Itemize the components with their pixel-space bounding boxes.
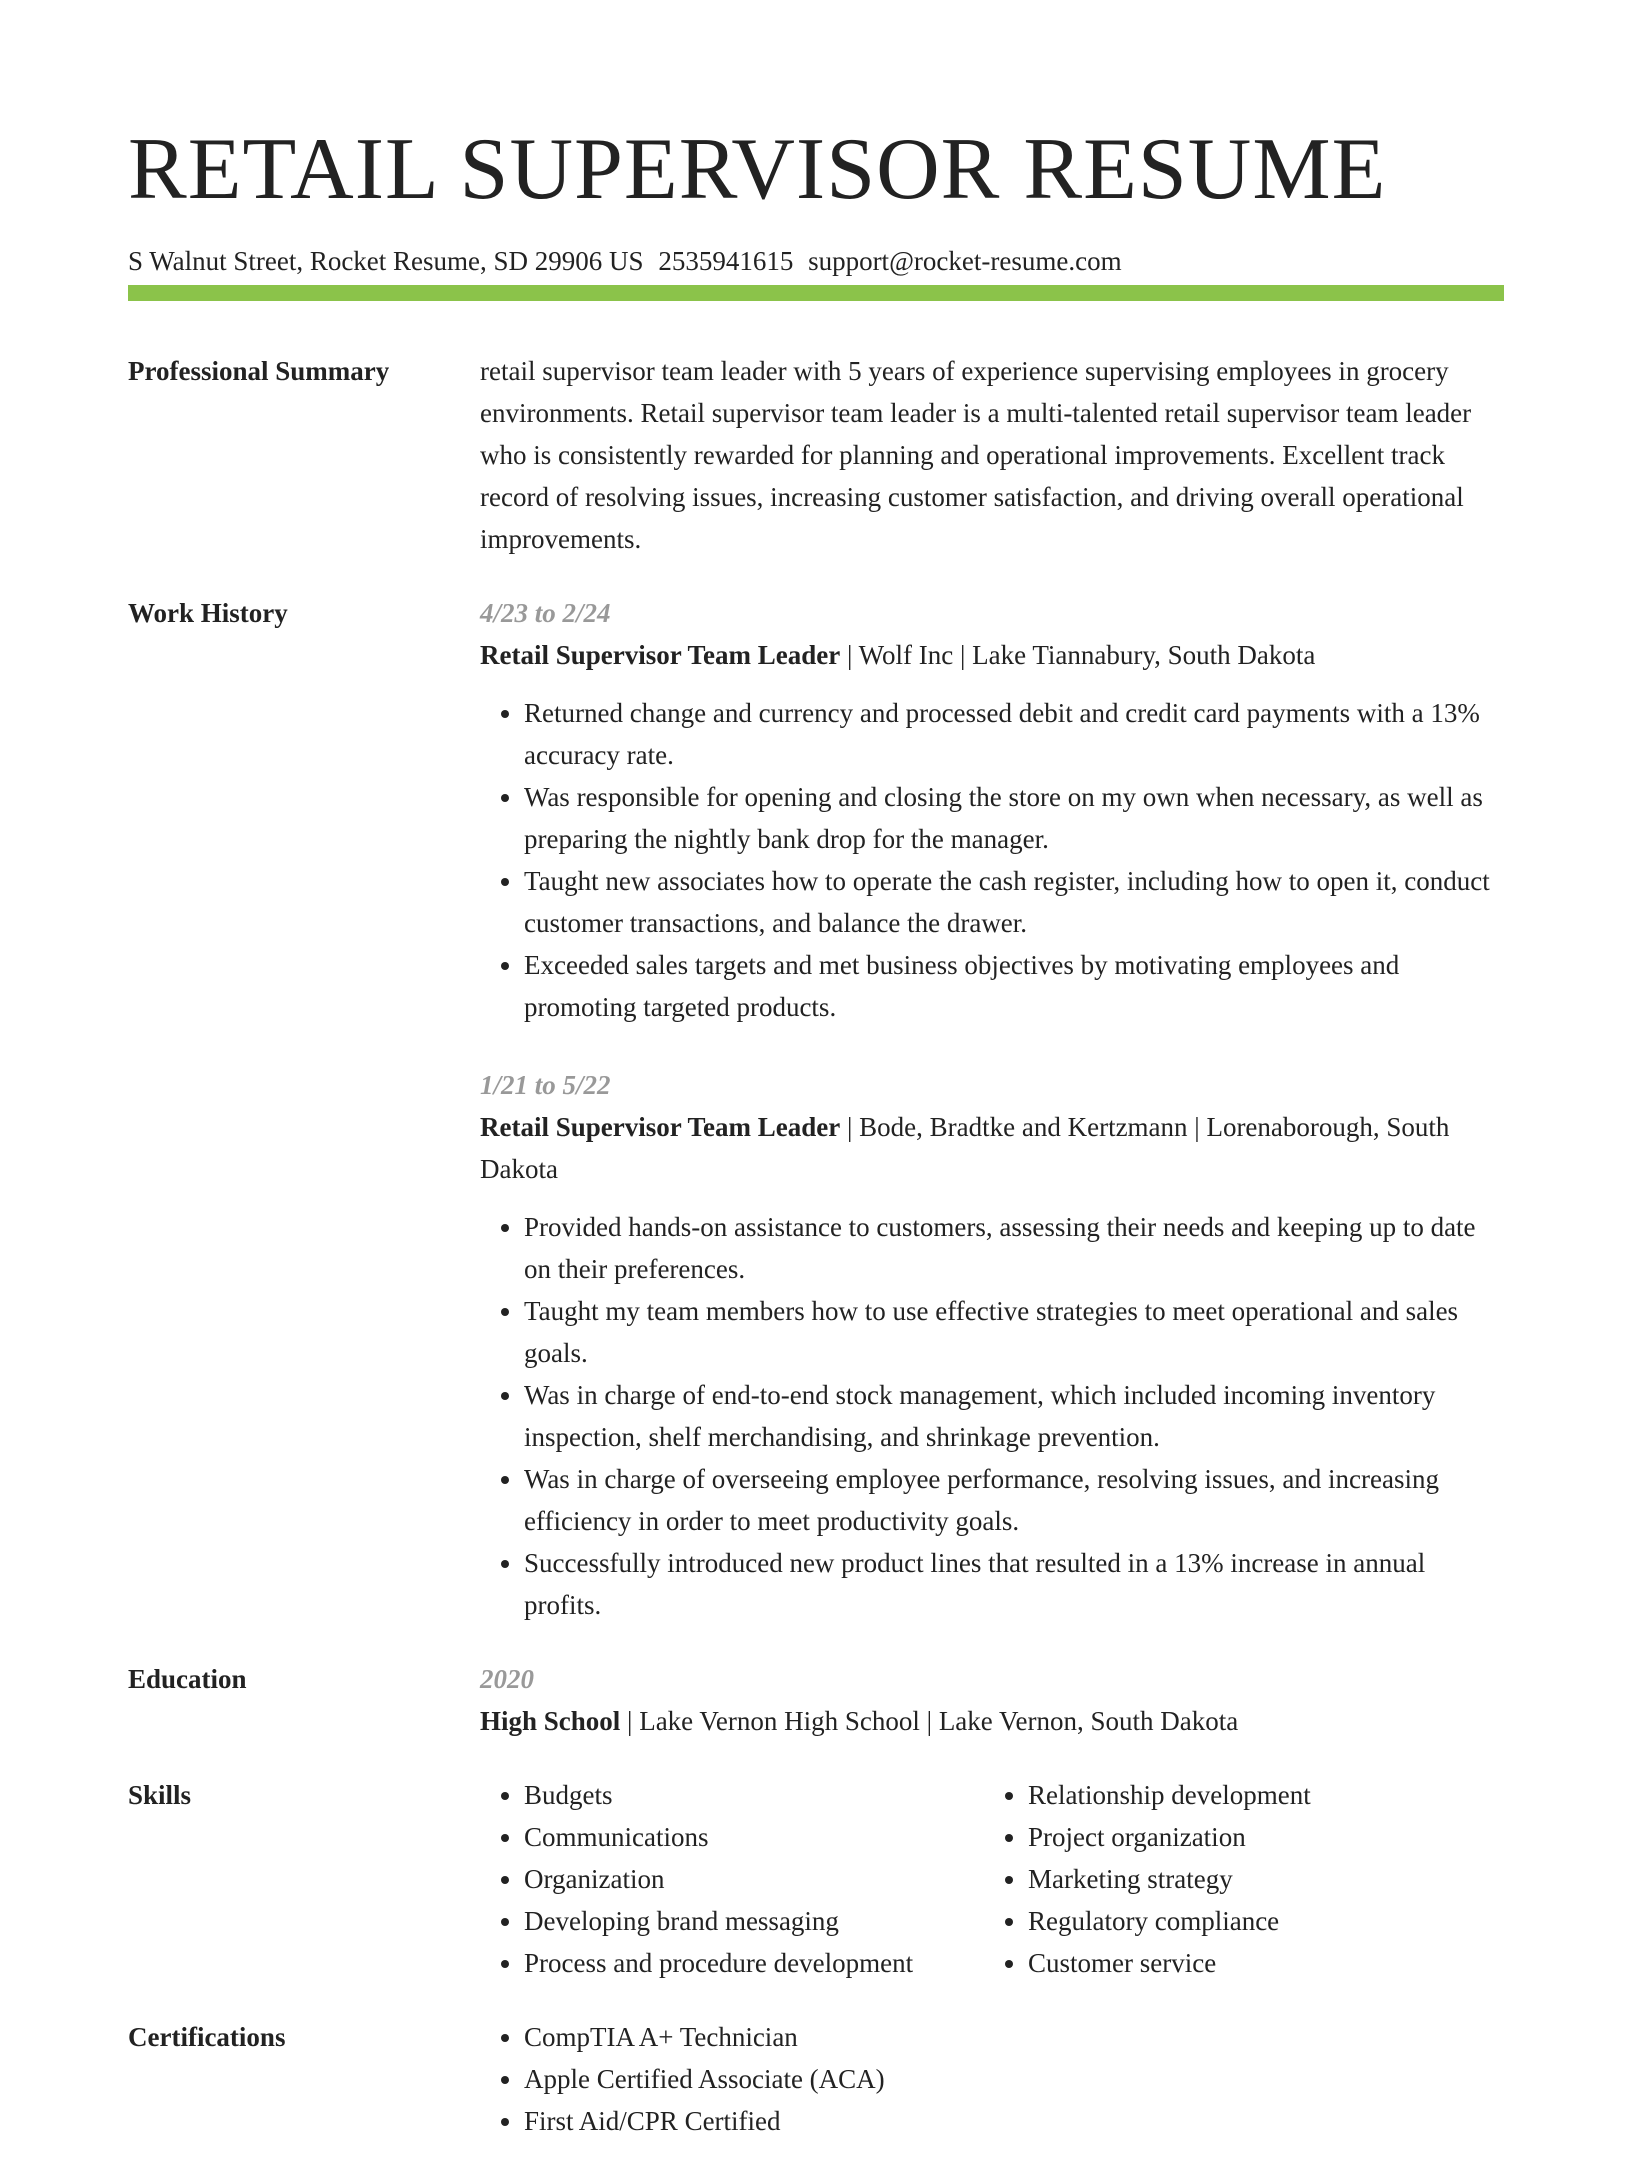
skills-section	[128, 1774, 1504, 1984]
resume-sections	[128, 350, 1504, 2174]
section-title: Certifications	[128, 2022, 286, 2052]
certification-list	[480, 2016, 1504, 2142]
skill-item: • Project organization	[1028, 1816, 1528, 1858]
job-bullet: • Returned change and currency and processed debit and credit card payments with a 13% accuracy rate.	[524, 692, 1504, 776]
section-title: Skills	[128, 1780, 192, 1810]
job-bullets	[480, 692, 1504, 1028]
work-history-section	[128, 592, 1504, 1626]
skill-item: • Communications	[524, 1816, 984, 1858]
skill-item: • Customer service	[1028, 1942, 1528, 1984]
job-bullet: • Successfully introduced new product lines that resulted in a 13% increase in annual profits.	[524, 1542, 1504, 1626]
certification-item: • Apple Certified Associate (ACA)	[524, 2058, 1504, 2100]
certification-item: • CompTIA A+ Technician	[524, 2016, 1504, 2058]
skills-grid	[480, 1774, 1528, 1984]
contact-email: support@rocket-resume.com	[808, 246, 1122, 276]
job-entry	[480, 592, 1504, 1028]
header-divider	[128, 285, 1504, 301]
skills-column	[480, 1774, 984, 1984]
job-dates: 4/23 to 2/24	[480, 598, 611, 628]
job-bullet: • Was in charge of overseeing employee performance, resolving issues, and increasing efficiency in order to meet productivity goals.	[524, 1458, 1504, 1542]
job-bullet: • Taught new associates how to operate the cash register, including how to open it, conduct customer transactions, and balance the drawer.	[524, 860, 1504, 944]
education-year: 2020	[480, 1664, 534, 1694]
skill-item: • Marketing strategy	[1028, 1858, 1528, 1900]
job-line	[480, 634, 1504, 676]
certification-item: • First Aid/CPR Certified	[524, 2100, 1504, 2142]
summary-section	[128, 350, 1504, 560]
skill-item: • Developing brand messaging	[524, 1900, 984, 1942]
job-bullet: • Was in charge of end-to-end stock management, which included incoming inventory inspection, shelf merchandising, and shrinkage prevention.	[524, 1374, 1504, 1458]
certifications-section	[128, 2016, 1504, 2142]
job-bullet: • Exceeded sales targets and met business objectives by motivating employees and promoting targeted products.	[524, 944, 1504, 1028]
section-title: Work History	[128, 598, 288, 628]
job-role: Retail Supervisor Team Leader	[480, 1112, 841, 1142]
summary-body	[480, 350, 1504, 560]
job-role: Retail Supervisor Team Leader	[480, 640, 841, 670]
skill-item: • Process and procedure development	[524, 1942, 984, 1984]
job-details: | Bode, Bradtke and Kertzmann | Lorenaborough, South Dakota	[480, 1112, 1450, 1184]
education-degree: High School	[480, 1706, 621, 1736]
education-body	[480, 1658, 1504, 1742]
education-details: | Lake Vernon High School | Lake Vernon, South Dakota	[620, 1706, 1239, 1736]
resume-header	[128, 118, 1504, 278]
job-details: | Wolf Inc | Lake Tiannabury, South Dakota	[840, 640, 1316, 670]
resume-title: RETAIL SUPERVISOR RESUME	[128, 121, 1387, 218]
summary-text: retail supervisor team leader with 5 years of experience supervising employees in grocery environments. Retail supervisor team leader is a multi-talented retail supervisor team leader who is consistently rewarded for planning and operational improvements. Excellent track record of resolving issues, increasing customer satisfaction, and driving overall operational improvements.	[480, 356, 1472, 554]
skill-item: • Organization	[524, 1858, 984, 1900]
job-entry	[480, 1064, 1504, 1626]
job-bullets	[480, 1206, 1504, 1626]
education-section	[128, 1658, 1504, 1742]
job-bullet: • Provided hands-on assistance to customers, assessing their needs and keeping up to date on their preferences.	[524, 1206, 1504, 1290]
contact-address: S Walnut Street, Rocket Resume, SD 29906 US	[128, 246, 644, 276]
work-history-body	[480, 592, 1504, 1626]
certifications-body	[480, 2016, 1504, 2142]
skill-item: • Regulatory compliance	[1028, 1900, 1528, 1942]
skill-item: • Relationship development	[1028, 1774, 1528, 1816]
section-title: Education	[128, 1664, 247, 1694]
skills-column	[984, 1774, 1528, 1984]
skills-body	[480, 1774, 1528, 1984]
skill-item: • Budgets	[524, 1774, 984, 1816]
section-title: Professional Summary	[128, 356, 390, 386]
job-dates: 1/21 to 5/22	[480, 1070, 611, 1100]
contact-phone: 2535941615	[658, 246, 794, 276]
contact-line	[128, 244, 1504, 278]
job-bullet: • Taught my team members how to use effective strategies to meet operational and sales goals.	[524, 1290, 1504, 1374]
job-bullet: • Was responsible for opening and closing the store on my own when necessary, as well as preparing the nightly bank drop for the manager.	[524, 776, 1504, 860]
job-line	[480, 1106, 1504, 1190]
education-line	[480, 1700, 1504, 1742]
